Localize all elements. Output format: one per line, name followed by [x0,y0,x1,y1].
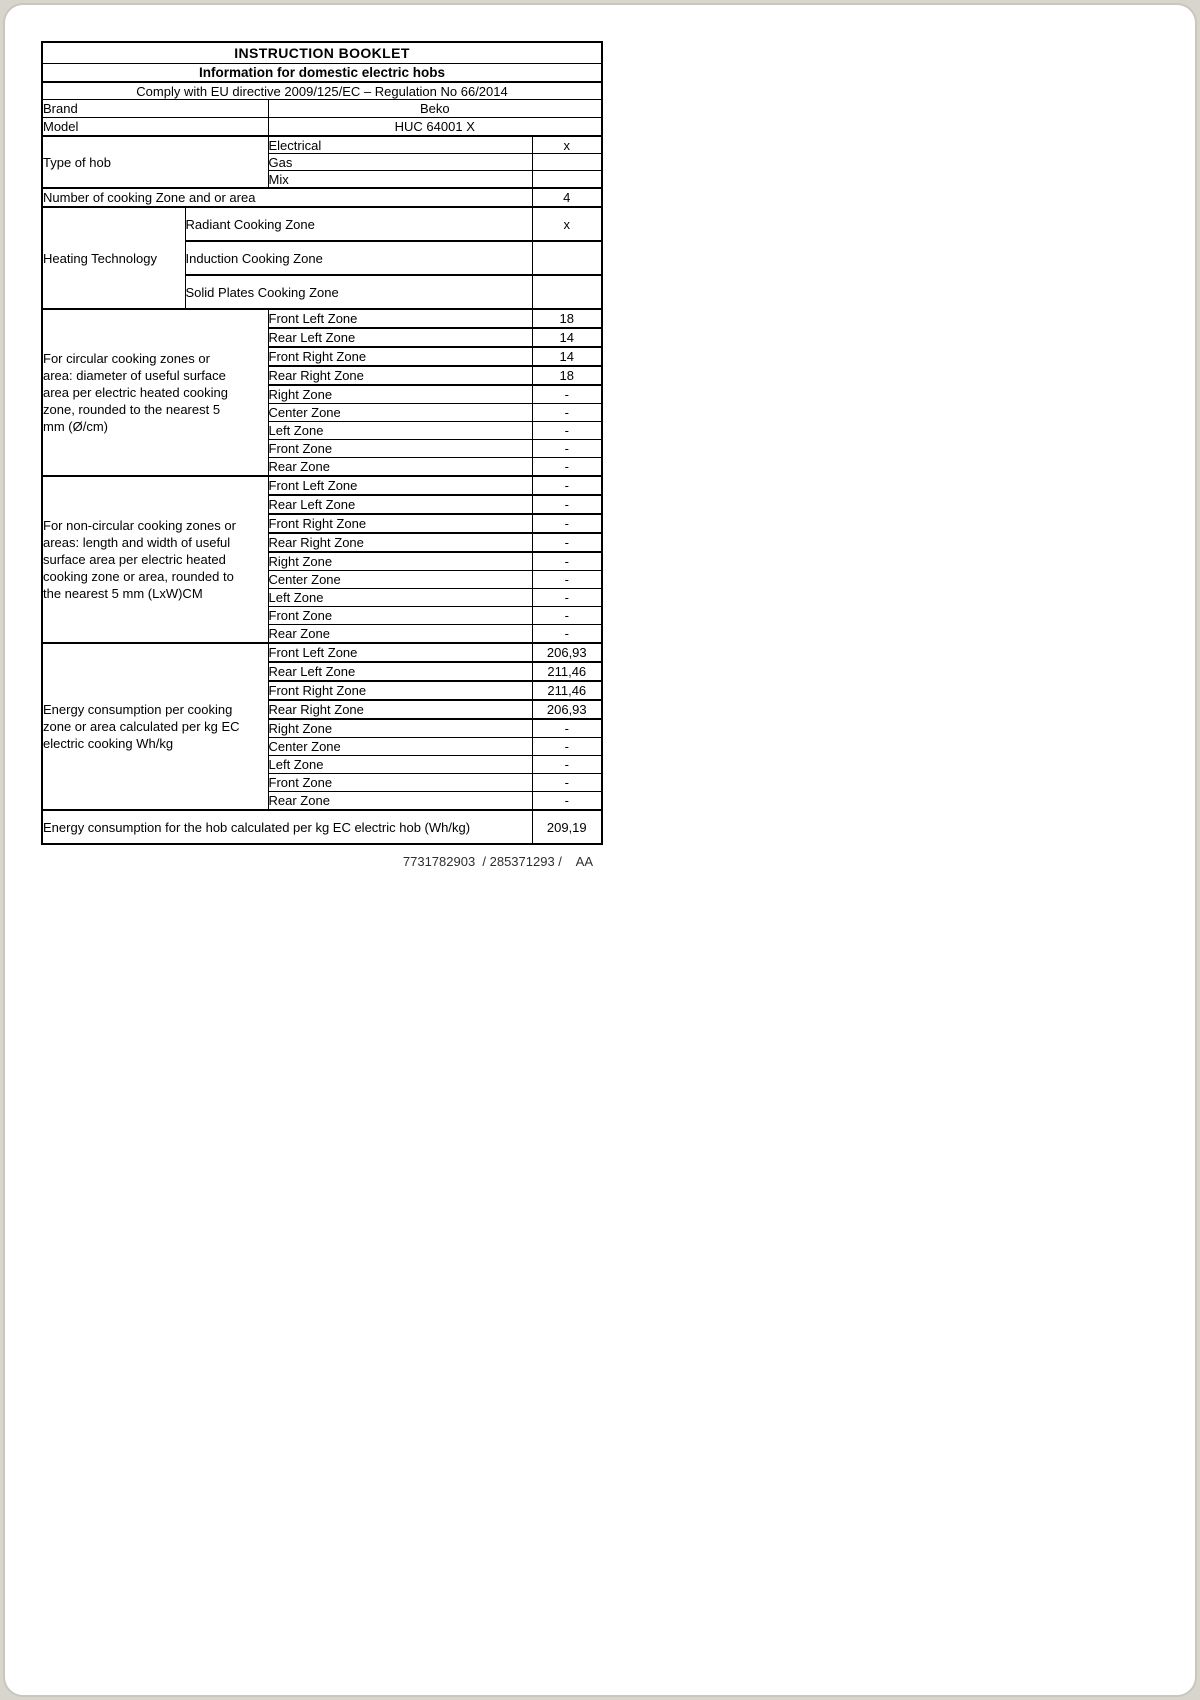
zone-row-value: - [532,422,602,440]
section-label-line: cooking zone or area, rounded to [43,569,234,584]
zone-row-label: Rear Zone [268,458,532,477]
zone-row-label: Front Left Zone [268,643,532,662]
heating-row-value [532,275,602,309]
hob-type-row-label: Electrical [268,136,532,154]
document-subtitle: Information for domestic electric hobs [42,64,602,83]
zone-row-value: - [532,440,602,458]
section-label-line: electric cooking Wh/kg [43,736,174,751]
document-page [3,3,1197,1697]
zone-row-value: - [532,552,602,571]
zone-row-label: Right Zone [268,385,532,404]
zone-row-value: - [532,756,602,774]
zone-row-label: Right Zone [268,552,532,571]
model-label: Model [42,118,268,137]
heating-row-label: Radiant Cooking Zone [185,207,532,241]
energy-section-label [42,643,268,810]
zone-row-label: Rear Right Zone [268,700,532,719]
zone-row-value: - [532,476,602,495]
hob-type-row-value: x [532,136,602,154]
zone-row-label: Front Right Zone [268,681,532,700]
zone-row-value: - [532,792,602,811]
section-label-line: areas: length and width of useful [43,535,231,550]
non-circular-section-label [42,476,268,643]
zone-row-label: Front Left Zone [268,476,532,495]
hob-information-table [41,41,603,845]
hob-type-row-label: Gas [268,154,532,171]
zone-row-label: Front Zone [268,607,532,625]
zone-row-value: - [532,625,602,644]
model-value: HUC 64001 X [268,118,602,137]
zone-row-label: Center Zone [268,738,532,756]
zone-row-value: - [532,458,602,477]
document-content [41,41,601,869]
zone-row-label: Rear Right Zone [268,366,532,385]
section-label-line: the nearest 5 mm (LxW)CM [43,586,203,601]
zone-row-value: - [532,514,602,533]
type-of-hob-label: Type of hob [42,136,268,188]
zone-row-value: 206,93 [532,700,602,719]
section-label-line: zone, rounded to the nearest 5 [43,402,221,417]
zone-row-label: Rear Right Zone [268,533,532,552]
hob-energy-value: 209,19 [532,810,602,844]
hob-type-row-value [532,171,602,189]
zone-row-label: Front Zone [268,440,532,458]
directive-line: Comply with EU directive 2009/125/EC – Regulation No 66/2014 [42,82,602,100]
zone-row-value: - [532,495,602,514]
section-label-line: Energy consumption per cooking [43,702,233,717]
brand-label: Brand [42,100,268,118]
zone-row-label: Left Zone [268,422,532,440]
zone-row-value: - [532,571,602,589]
zone-row-value: - [532,533,602,552]
zone-row-label: Rear Zone [268,625,532,644]
circular-section-label [42,309,268,476]
zone-row-value: - [532,607,602,625]
zone-row-label: Front Right Zone [268,347,532,366]
hob-energy-label: Energy consumption for the hob calculated per kg EC electric hob (Wh/kg) [42,810,532,844]
hob-type-row-label: Mix [268,171,532,189]
zone-row-value: 18 [532,366,602,385]
zone-row-value: 211,46 [532,662,602,681]
zone-row-value: - [532,774,602,792]
zone-row-label: Center Zone [268,404,532,422]
section-label-line: area: diameter of useful surface [43,368,226,383]
section-label-line: mm (Ø/cm) [43,419,108,434]
heating-row-label: Solid Plates Cooking Zone [185,275,532,309]
zone-row-label: Right Zone [268,719,532,738]
zone-row-value: 211,46 [532,681,602,700]
zone-row-label: Rear Left Zone [268,662,532,681]
zone-row-label: Rear Left Zone [268,495,532,514]
heating-technology-label: Heating Technology [42,207,185,309]
zone-row-label: Left Zone [268,756,532,774]
zone-row-value: - [532,589,602,607]
zone-row-value: - [532,404,602,422]
zone-row-label: Front Right Zone [268,514,532,533]
zone-row-label: Front Left Zone [268,309,532,328]
zone-row-value: 14 [532,347,602,366]
brand-value: Beko [268,100,602,118]
zone-row-label: Left Zone [268,589,532,607]
heating-row-value [532,241,602,275]
zone-row-value: - [532,719,602,738]
zones-count-label: Number of cooking Zone and or area [42,188,532,207]
zone-row-label: Front Zone [268,774,532,792]
zone-row-value: 14 [532,328,602,347]
section-label-line: For circular cooking zones or [43,351,210,366]
zone-row-value: 206,93 [532,643,602,662]
zones-count-value: 4 [532,188,602,207]
zone-row-label: Center Zone [268,571,532,589]
section-label-line: For non-circular cooking zones or [43,518,236,533]
hob-type-row-value [532,154,602,171]
zone-row-label: Rear Left Zone [268,328,532,347]
heating-row-label: Induction Cooking Zone [185,241,532,275]
section-label-line: area per electric heated cooking [43,385,229,400]
zone-row-value: - [532,385,602,404]
document-title: INSTRUCTION BOOKLET [42,42,602,64]
zone-row-value: 18 [532,309,602,328]
document-code: 7731782903 / 285371293 / AA [402,854,593,869]
zone-row-value: - [532,738,602,756]
zone-row-label: Rear Zone [268,792,532,811]
section-label-line: surface area per electric heated [43,552,226,567]
heating-row-value: x [532,207,602,241]
section-label-line: zone or area calculated per kg EC [43,719,240,734]
